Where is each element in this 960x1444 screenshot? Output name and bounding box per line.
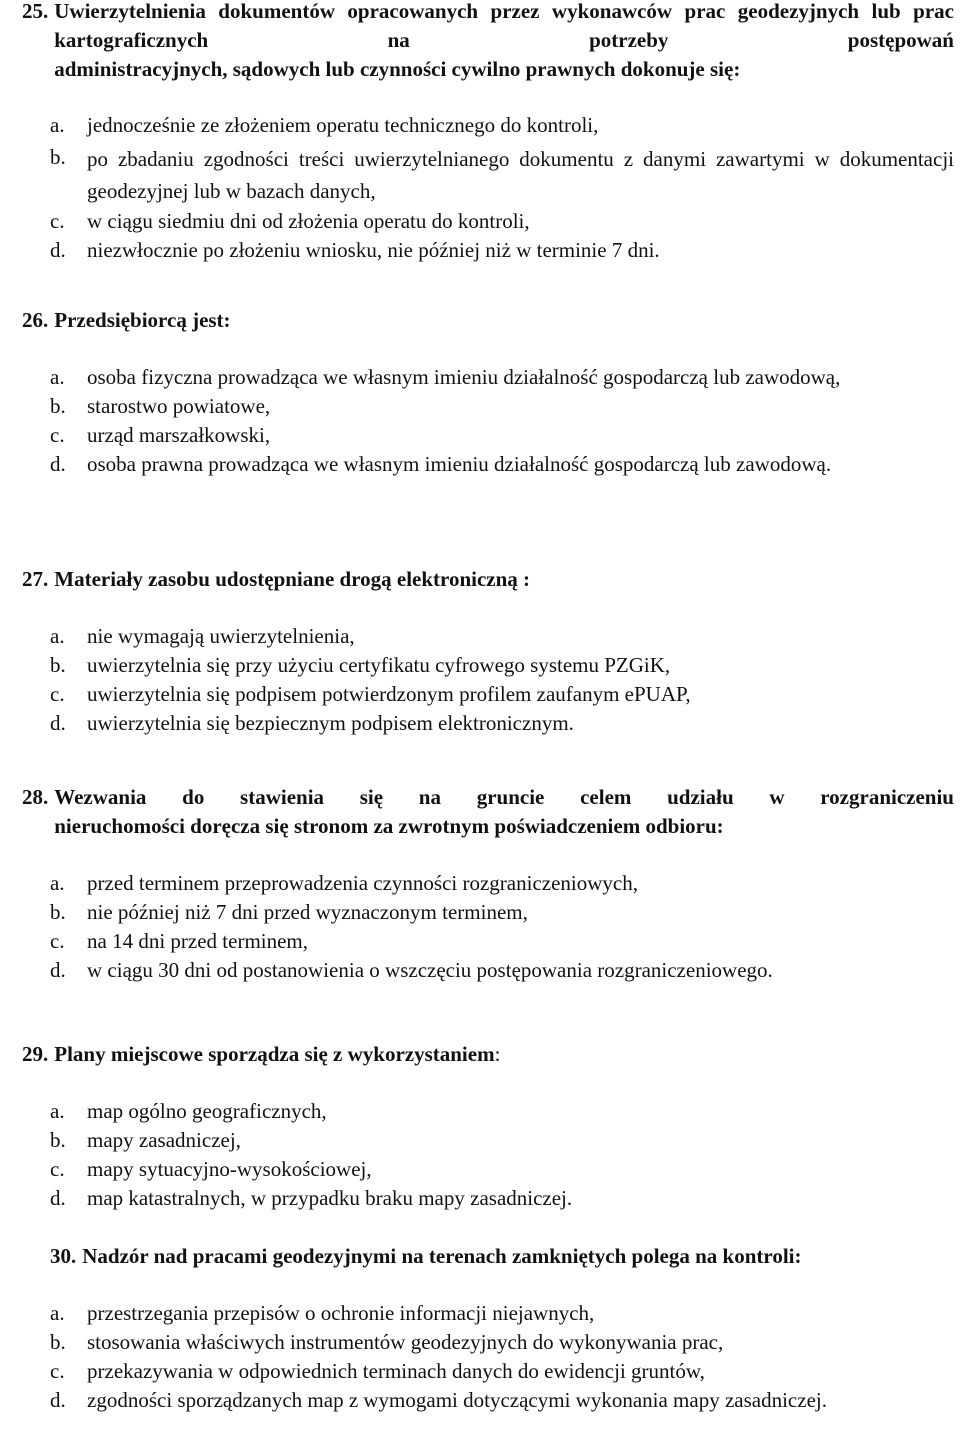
option-text: osoba prawna prowadząca we własnym imieniu działalność gospodarczą lub zawodową. xyxy=(87,452,832,476)
option-b xyxy=(50,392,954,421)
option-letter: a. xyxy=(50,1301,65,1325)
option-text: jednocześnie ze złożeniem operatu technicznego do kontroli, xyxy=(87,113,599,137)
option-a xyxy=(50,1097,954,1126)
option-d xyxy=(50,956,954,985)
option-letter: d. xyxy=(50,452,66,476)
option-text: po zbadaniu zgodności treści uwierzytelnianego dokumentu z danymi zawartymi w dokumentacji geodezyjnej lub w bazach danych, xyxy=(87,147,954,203)
option-letter: b. xyxy=(50,1330,66,1354)
option-b xyxy=(50,898,954,927)
question-number: 29. xyxy=(22,1042,49,1066)
question-title-text: Uwierzytelnienia dokumentów opracowanych przez wykonawców prac geodezyjnych lub prac kartograficznych na potrzeby postępowań xyxy=(54,0,954,52)
option-a xyxy=(50,869,954,898)
option-c xyxy=(50,680,954,709)
option-letter: a. xyxy=(50,871,65,895)
option-a xyxy=(50,1299,954,1328)
question-title-text: Plany miejscowe sporządza się z wykorzystaniem xyxy=(54,1042,495,1066)
option-letter: a. xyxy=(50,113,65,137)
option-letter: b. xyxy=(50,900,66,924)
option-d xyxy=(50,450,954,479)
question-title xyxy=(22,783,954,841)
option-text: nie później niż 7 dni przed wyznaczonym terminem, xyxy=(87,900,528,924)
option-b xyxy=(50,1126,954,1155)
option-text: uwierzytelnia się bezpiecznym podpisem elektronicznym. xyxy=(87,711,574,735)
option-letter: d. xyxy=(50,711,66,735)
option-text: mapy zasadniczej, xyxy=(87,1128,241,1152)
option-text: przed terminem przeprowadzenia czynności rozgraniczeniowych, xyxy=(87,871,638,895)
option-text: na 14 dni przed terminem, xyxy=(87,929,309,953)
option-text: zgodności sporządzanych map z wymogami dotyczącymi wykonania mapy zasadniczej. xyxy=(87,1388,827,1412)
option-text: map katastralnych, w przypadku braku mapy zasadniczej. xyxy=(87,1186,573,1210)
question-title-text: Nadzór nad pracami geodezyjnymi na terenach zamkniętych polega na kontroli: xyxy=(82,1244,802,1268)
option-d xyxy=(50,709,954,738)
option-text: w ciągu 30 dni od postanowienia o wszczęciu postępowania rozgraniczeniowego. xyxy=(87,958,773,982)
option-letter: a. xyxy=(50,365,65,389)
option-b xyxy=(50,651,954,680)
question-number: 30. xyxy=(50,1244,77,1268)
question-title-text: Przedsiębiorcą jest: xyxy=(54,308,231,332)
option-c xyxy=(50,1357,954,1386)
option-c xyxy=(50,421,954,450)
question-27 xyxy=(22,565,954,738)
option-b xyxy=(50,143,954,207)
option-d xyxy=(50,1184,954,1213)
option-letter: a. xyxy=(50,624,65,648)
option-c xyxy=(50,207,954,236)
option-letter: c. xyxy=(50,209,65,233)
question-25 xyxy=(22,0,954,265)
option-letter: c. xyxy=(50,1359,65,1383)
option-c xyxy=(50,927,954,956)
option-text: osoba fizyczna prowadząca we własnym imieniu działalność gospodarczą lub zawodową, xyxy=(87,365,841,389)
option-letter: b. xyxy=(50,653,66,677)
option-b xyxy=(50,1328,954,1357)
option-a xyxy=(50,111,954,140)
option-text: stosowania właściwych instrumentów geodezyjnych do wykonywania prac, xyxy=(87,1330,724,1354)
option-text: przekazywania w odpowiednich terminach danych do ewidencji gruntów, xyxy=(87,1359,705,1383)
option-text: urząd marszałkowski, xyxy=(87,423,271,447)
option-text: starostwo powiatowe, xyxy=(87,394,271,418)
option-letter: b. xyxy=(50,145,66,169)
question-title xyxy=(22,0,954,84)
option-text: uwierzytelnia się podpisem potwierdzonym profilem zaufanym ePUAP, xyxy=(87,682,691,706)
question-title xyxy=(22,306,954,335)
option-text: uwierzytelnia się przy użyciu certyfikatu cyfrowego systemu PZGiK, xyxy=(87,653,671,677)
option-letter: c. xyxy=(50,1157,65,1181)
question-number: 28. xyxy=(22,785,49,809)
question-number: 26. xyxy=(22,308,49,332)
option-letter: a. xyxy=(50,1099,65,1123)
option-letter: d. xyxy=(50,1388,66,1412)
question-number: 25. xyxy=(22,0,49,23)
option-letter: d. xyxy=(50,238,66,262)
question-30 xyxy=(50,1242,954,1415)
question-title-text: Wezwania do stawienia się na gruncie celem udziału w rozgraniczeniu xyxy=(54,785,954,809)
question-number: 27. xyxy=(22,567,49,591)
question-26 xyxy=(22,306,954,479)
option-letter: d. xyxy=(50,958,66,982)
question-title-suffix: : xyxy=(494,1042,501,1066)
option-text: mapy sytuacyjno-wysokościowej, xyxy=(87,1157,372,1181)
question-28 xyxy=(22,783,954,985)
option-text: przestrzegania przepisów o ochronie informacji niejawnych, xyxy=(87,1301,595,1325)
question-title-text: Materiały zasobu udostępniane drogą elektroniczną : xyxy=(54,567,531,591)
option-a xyxy=(50,363,954,392)
question-title xyxy=(22,565,954,594)
question-title-text-end: administracyjnych, sądowych lub czynności cywilno prawnych dokonuje się: xyxy=(54,57,741,81)
option-letter: c. xyxy=(50,929,65,953)
question-29 xyxy=(22,1040,954,1213)
option-letter: b. xyxy=(50,1128,66,1152)
question-title xyxy=(22,1040,954,1069)
option-c xyxy=(50,1155,954,1184)
option-a xyxy=(50,622,954,651)
question-title xyxy=(50,1242,954,1271)
option-d xyxy=(50,1386,954,1415)
option-text: nie wymagają uwierzytelnienia, xyxy=(87,624,355,648)
option-letter: c. xyxy=(50,423,65,447)
question-title-text-end: nieruchomości doręcza się stronom za zwrotnym poświadczeniem odbioru: xyxy=(54,814,724,838)
option-text: w ciągu siedmiu dni od złożenia operatu do kontroli, xyxy=(87,209,530,233)
option-text: niezwłocznie po złożeniu wniosku, nie później niż w terminie 7 dni. xyxy=(87,238,660,262)
option-letter: d. xyxy=(50,1186,66,1210)
option-letter: c. xyxy=(50,682,65,706)
option-d xyxy=(50,236,954,265)
option-letter: b. xyxy=(50,394,66,418)
option-text: map ogólno geograficznych, xyxy=(87,1099,327,1123)
